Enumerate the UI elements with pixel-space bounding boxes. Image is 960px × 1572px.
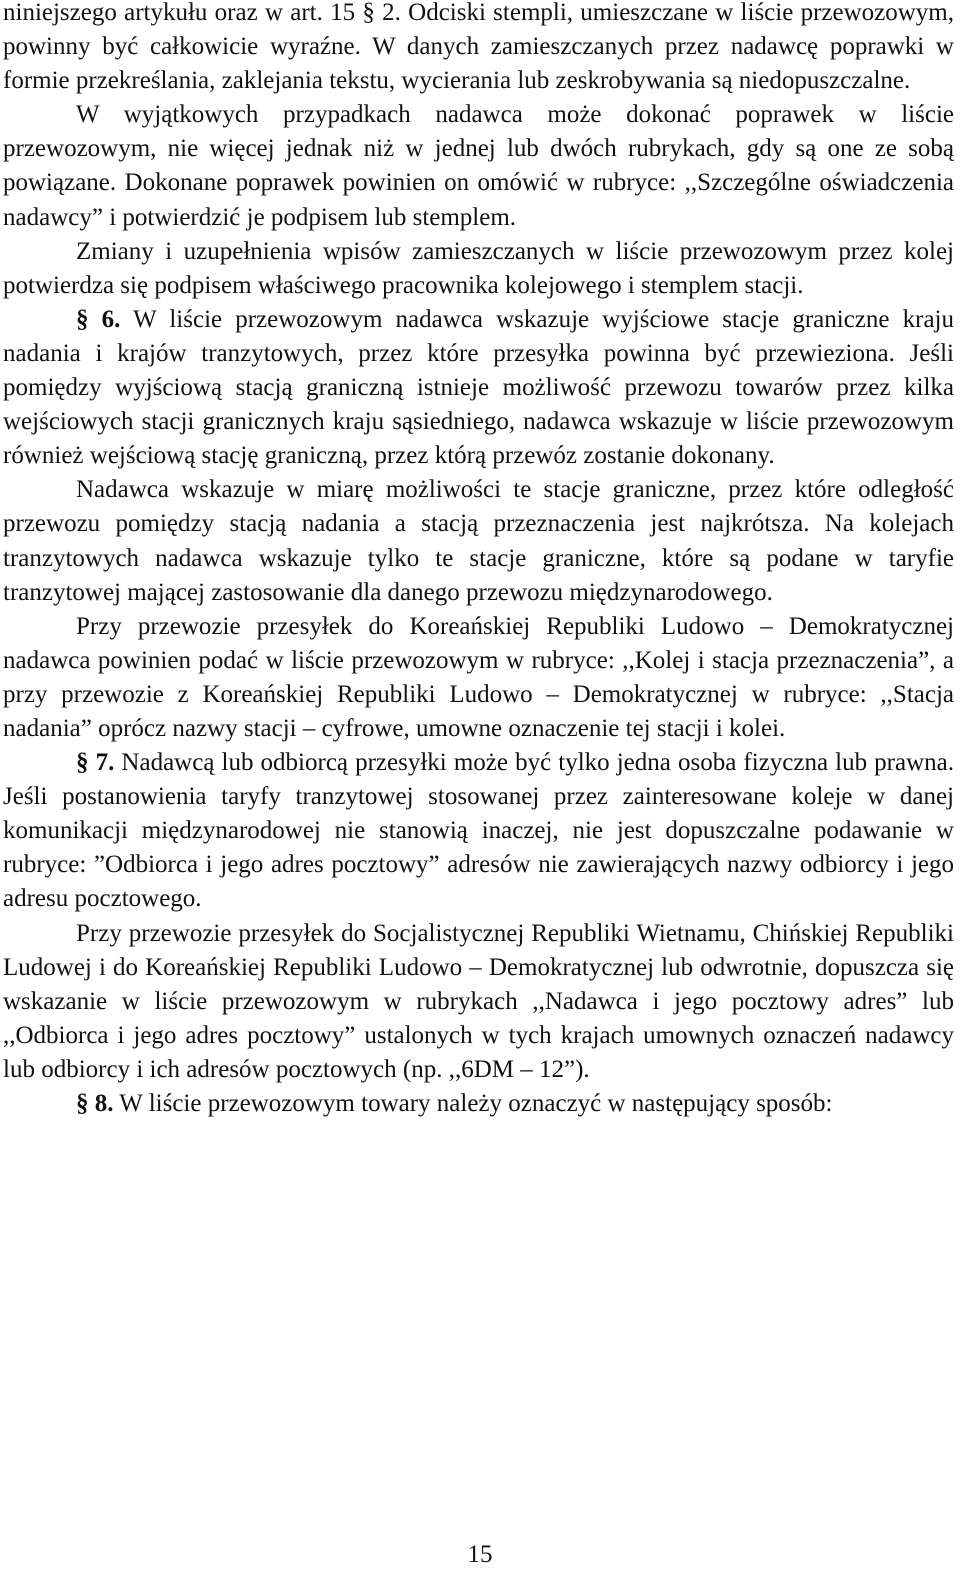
section-marker: § 8. [76, 1090, 114, 1117]
paragraph-section-7 [3, 746, 954, 916]
paragraph-section-6 [3, 303, 954, 473]
paragraph-corrections: W wyjątkowych przypadkach nadawca może dokonać poprawek w liście przewozowym, nie więcej jednak niż w jednej lub dwóch rubrykach, gdy są one ze sobą powiązane. Dokonane poprawek powinien on omówić w rubryce: ,,Szczególne oświadczenia nadawcy” i potwierdzić je podpisem lub stemplem. [3, 101, 954, 231]
section-marker: § 7. [76, 749, 115, 777]
section-marker: § 6. [76, 305, 121, 333]
paragraph-text: W liście przewozowym towary należy oznaczyć w następujący sposób: [113, 1090, 833, 1117]
paragraph-korea-transport: Przy przewozie przesyłek do Koreańskiej Republiki Ludowo – Demokratycznej nadawca powinien podać w liście przewozowym w rubryce: ,,Kolej i stacja przeznaczenia”, a przy przewozie z Koreańskiej Republiki Ludowo – Demokratycznej w rubryce: ,,Stacja nadania” oprócz nazwy stacji – cyfrowe, umowne oznaczenie tej stacji i kolei. [3, 612, 954, 742]
paragraph-railway-changes: Zmiany i uzupełnienia wpisów zamieszczanych w liście przewozowym przez kolej potwierdza się podpisem właściwego pracownika kolejowego i stemplem stacji. [3, 237, 954, 299]
paragraph-vietnam-china-korea: Przy przewozie przesyłek do Socjalistycznej Republiki Wietnamu, Chińskiej Republiki Ludowej i do Koreańskiej Republiki Ludowo – Demokratycznej lub odwrotnie, dopuszcza się wskazanie w liście przewozowym w rubrykach ,,Nadawca i jego pocztowy adres” lub ,,Odbiorca i jego adres pocztowy” ustalonych w tych krajach umownych oznaczeń nadawcy lub odbiorcy i ich adresów pocztowych (np. ,,6DM – 12”). [3, 919, 954, 1083]
paragraph-text: W liście przewozowym nadawca wskazuje wyjściowe stacje graniczne kraju nadania i krajów tranzytowych, przez które przesyłka powinna być przewieziona. Jeśli pomiędzy wyjściową stacją graniczną istnieje możliwość przewozu towarów przez kilka wejściowych stacji granicznych kraju sąsiedniego, nadawca wskazuje w liście przewozowym również wejściową stację graniczną, przez którą przewóz zostanie dokonany. [3, 305, 955, 470]
paragraph-section-8 [3, 1087, 954, 1121]
paragraph-text: Nadawcą lub odbiorcą przesyłki może być tylko jedna osoba fizyczna lub prawna. Jeśli postanowienia taryfy tranzytowej stosowanej przez zainteresowane koleje w danej komunikacji międzynarodowej nie stanowią inaczej, nie jest dopuszczalne podawanie w rubryce: ”Odbiorca i jego adres pocztowy” adresów nie zawierających nazwy odbiorcy i jego adresu pocztowego. [3, 749, 954, 913]
page-number: 15 [467, 1541, 493, 1568]
document-page [3, 0, 954, 1121]
paragraph-border-stations: Nadawca wskazuje w miarę możliwości te stacje graniczne, przez które odległość przewozu pomiędzy stacją nadania a stacją przeznaczenia jest najkrótsza. Na kolejach tranzytowych nadawca wskazuje tylko te stacje graniczne, które są podane w taryfie tranzytowej mającej zastosowanie dla danego przewozu międzynarodowego. [3, 476, 954, 606]
paragraph-continuation: niniejszego artykułu oraz w art. 15 § 2. Odciski stempli, umieszczane w liście przewozowym, powinny być całkowicie wyraźne. W danych zamieszczanych przez nadawcę poprawki w formie przekreślania, zaklejania tekstu, wycierania lub zeskrobywania są niedopuszczalne. [3, 0, 954, 95]
